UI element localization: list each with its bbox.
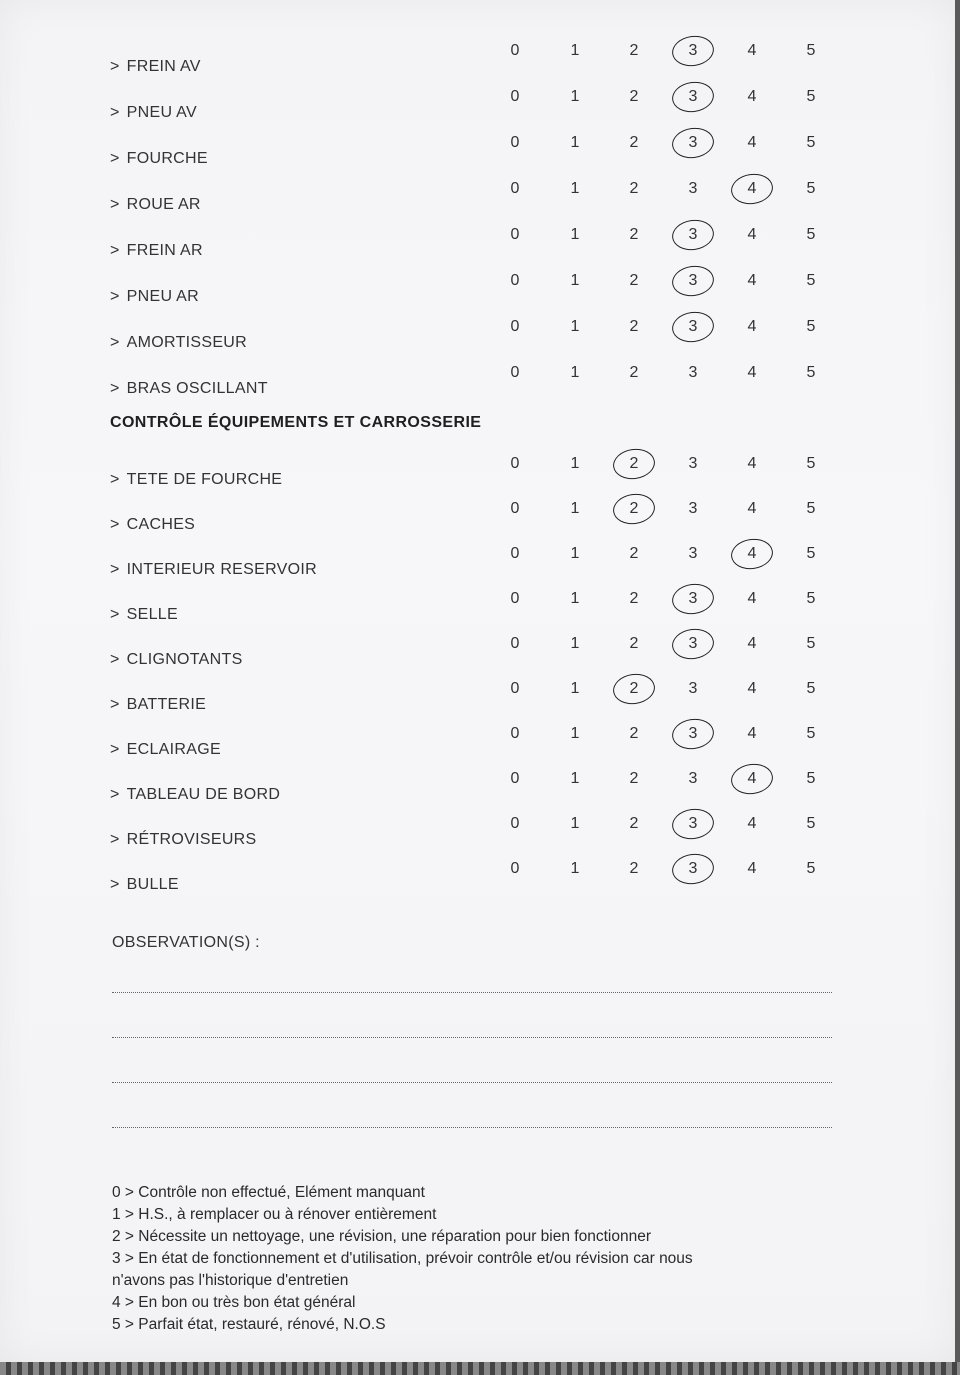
checklist-row [0, 723, 955, 763]
score-option-selected[interactable]: 3 [678, 226, 708, 244]
score-option[interactable]: 5 [806, 272, 816, 289]
score-option[interactable]: 2 [629, 770, 639, 787]
checklist-row [0, 588, 955, 628]
item-label: > CACHES [110, 516, 196, 533]
score-option[interactable]: 5 [806, 226, 816, 243]
score-option-selected[interactable]: 2 [619, 455, 649, 473]
score-option[interactable]: 1 [570, 134, 580, 151]
item-label: > PNEU AR [110, 288, 199, 305]
score-option[interactable]: 4 [747, 318, 757, 335]
score-option[interactable]: 2 [629, 180, 639, 197]
item-label: > PNEU AV [110, 104, 197, 121]
item-label: > BATTERIE [110, 696, 207, 713]
score-option[interactable]: 1 [570, 500, 580, 517]
checklist-row [0, 86, 955, 126]
score-option[interactable]: 5 [806, 860, 816, 877]
score-option[interactable]: 4 [747, 226, 757, 243]
score-option[interactable]: 5 [806, 318, 816, 335]
checklist-row [0, 543, 955, 583]
score-option[interactable]: 1 [570, 88, 580, 105]
score-option[interactable]: 1 [570, 860, 580, 877]
score-option-selected[interactable]: 3 [678, 815, 708, 833]
score-option-selected[interactable]: 3 [678, 318, 708, 336]
score-option[interactable]: 1 [570, 770, 580, 787]
score-option[interactable]: 0 [510, 134, 520, 151]
score-option[interactable]: 1 [570, 272, 580, 289]
score-option[interactable]: 5 [806, 180, 816, 197]
score-option[interactable]: 4 [747, 635, 757, 652]
checklist-row [0, 316, 955, 356]
checklist-row [0, 813, 955, 853]
checklist-row [0, 40, 955, 80]
score-option[interactable]: 4 [747, 815, 757, 832]
score-option-selected[interactable]: 3 [678, 860, 708, 878]
legend-line: n'avons pas l'historique d'entretien [112, 1272, 349, 1289]
legend-line: 3 > En état de fonctionnement et d'utilisation, prévoir contrôle et/ou révision car nous [112, 1250, 693, 1267]
score-option-selected[interactable]: 3 [678, 725, 708, 743]
score-option-selected[interactable]: 4 [737, 180, 767, 198]
score-option-selected[interactable]: 2 [619, 500, 649, 518]
score-option[interactable]: 4 [747, 680, 757, 697]
score-option[interactable]: 5 [806, 88, 816, 105]
score-option[interactable]: 1 [570, 455, 580, 472]
score-option[interactable]: 2 [629, 88, 639, 105]
item-label: > BULLE [110, 876, 179, 893]
score-option[interactable]: 2 [629, 226, 639, 243]
score-option[interactable]: 1 [570, 180, 580, 197]
score-option[interactable]: 0 [510, 635, 520, 652]
item-label: > TABLEAU DE BORD [110, 786, 281, 803]
score-option[interactable]: 4 [747, 860, 757, 877]
score-option-selected[interactable]: 3 [678, 88, 708, 106]
score-option[interactable]: 4 [747, 725, 757, 742]
score-option[interactable]: 5 [806, 770, 816, 787]
score-option[interactable]: 2 [629, 134, 639, 151]
score-option[interactable]: 5 [806, 42, 816, 59]
observation-line[interactable] [112, 1037, 832, 1038]
checklist-row [0, 178, 955, 218]
score-option[interactable]: 2 [629, 635, 639, 652]
checklist-row [0, 224, 955, 264]
score-option[interactable]: 5 [806, 725, 816, 742]
score-option[interactable]: 3 [688, 180, 698, 197]
score-option[interactable]: 0 [510, 455, 520, 472]
score-option[interactable]: 4 [747, 272, 757, 289]
score-option[interactable]: 0 [510, 770, 520, 787]
score-option[interactable]: 1 [570, 42, 580, 59]
score-option[interactable]: 3 [688, 770, 698, 787]
score-option[interactable]: 2 [629, 364, 639, 381]
score-option[interactable]: 0 [510, 42, 520, 59]
observation-line[interactable] [112, 1082, 832, 1083]
checklist-row [0, 858, 955, 898]
score-option[interactable]: 2 [629, 318, 639, 335]
score-option[interactable]: 3 [688, 500, 698, 517]
score-option[interactable]: 1 [570, 680, 580, 697]
score-option[interactable]: 3 [688, 455, 698, 472]
score-option[interactable]: 5 [806, 545, 816, 562]
score-option[interactable]: 0 [510, 88, 520, 105]
item-label: > INTERIEUR RESERVOIR [110, 561, 317, 578]
score-option[interactable]: 1 [570, 815, 580, 832]
score-option[interactable]: 0 [510, 860, 520, 877]
score-option[interactable]: 1 [570, 364, 580, 381]
score-option[interactable]: 0 [510, 272, 520, 289]
score-option-selected[interactable]: 3 [678, 635, 708, 653]
item-label: > ECLAIRAGE [110, 741, 221, 758]
score-option[interactable]: 5 [806, 815, 816, 832]
item-label: > BRAS OSCILLANT [110, 380, 268, 397]
score-option[interactable]: 2 [629, 272, 639, 289]
item-label: > AMORTISSEUR [110, 334, 248, 351]
checklist-row [0, 362, 955, 402]
checklist-row [0, 678, 955, 718]
checklist-row [0, 633, 955, 673]
item-label: > FREIN AV [110, 58, 201, 75]
legend-line: 2 > Nécessite un nettoyage, une révision, une réparation pour bien fonctionner [112, 1228, 651, 1245]
score-option-selected[interactable]: 3 [678, 590, 708, 608]
score-option[interactable]: 4 [747, 500, 757, 517]
score-option[interactable]: 3 [688, 680, 698, 697]
score-option[interactable]: 5 [806, 134, 816, 151]
item-label: > CLIGNOTANTS [110, 651, 243, 668]
score-option[interactable]: 2 [629, 590, 639, 607]
score-option[interactable]: 0 [510, 318, 520, 335]
score-option[interactable]: 3 [688, 364, 698, 381]
score-option[interactable]: 0 [510, 500, 520, 517]
score-option[interactable]: 1 [570, 590, 580, 607]
score-option[interactable]: 3 [688, 545, 698, 562]
item-label: > FOURCHE [110, 150, 208, 167]
score-option[interactable]: 2 [629, 860, 639, 877]
score-option-selected[interactable]: 3 [678, 134, 708, 152]
score-option-selected[interactable]: 3 [678, 272, 708, 290]
score-option[interactable]: 4 [747, 455, 757, 472]
item-label: > TETE DE FOURCHE [110, 471, 283, 488]
score-option-selected[interactable]: 4 [737, 770, 767, 788]
legend-line: 1 > H.S., à remplacer ou à rénover entièrement [112, 1206, 437, 1223]
section-title: CONTRÔLE ÉQUIPEMENTS ET CARROSSERIE [110, 414, 482, 431]
score-option-selected[interactable]: 2 [619, 680, 649, 698]
legend-line: 4 > En bon ou très bon état général [112, 1294, 356, 1311]
score-option[interactable]: 0 [510, 364, 520, 381]
score-option-selected[interactable]: 4 [737, 545, 767, 563]
checklist-row [0, 768, 955, 808]
checklist-row [0, 498, 955, 538]
score-option[interactable]: 0 [510, 680, 520, 697]
score-option[interactable]: 5 [806, 500, 816, 517]
score-option[interactable]: 0 [510, 590, 520, 607]
score-option[interactable]: 1 [570, 226, 580, 243]
score-option[interactable]: 2 [629, 42, 639, 59]
score-option[interactable]: 0 [510, 180, 520, 197]
score-option[interactable]: 4 [747, 590, 757, 607]
item-label: > SELLE [110, 606, 178, 623]
score-option[interactable]: 4 [747, 88, 757, 105]
score-option[interactable]: 0 [510, 545, 520, 562]
legend-line: 5 > Parfait état, restauré, rénové, N.O.S [112, 1316, 386, 1333]
observations-label: OBSERVATION(S) : [112, 934, 260, 951]
score-option[interactable]: 1 [570, 635, 580, 652]
checklist-row [0, 453, 955, 493]
item-label: > ROUE AR [110, 196, 201, 213]
item-label: > RÉTROVISEURS [110, 831, 257, 848]
score-option[interactable]: 2 [629, 545, 639, 562]
observation-line[interactable] [112, 992, 832, 993]
score-option[interactable]: 1 [570, 545, 580, 562]
binder-edge [0, 1362, 960, 1375]
score-option[interactable]: 1 [570, 725, 580, 742]
checklist-row [0, 132, 955, 172]
item-label: > FREIN AR [110, 242, 203, 259]
score-option[interactable]: 4 [747, 364, 757, 381]
score-option[interactable]: 2 [629, 815, 639, 832]
checklist-row [0, 270, 955, 310]
score-option[interactable]: 4 [747, 134, 757, 151]
rating-legend [112, 1182, 832, 1336]
score-option[interactable]: 5 [806, 590, 816, 607]
legend-line: 0 > Contrôle non effectué, Elément manquant [112, 1184, 425, 1201]
score-option[interactable]: 0 [510, 725, 520, 742]
score-option[interactable]: 4 [747, 42, 757, 59]
score-option[interactable]: 5 [806, 455, 816, 472]
score-option-selected[interactable]: 3 [678, 42, 708, 60]
score-option[interactable]: 5 [806, 635, 816, 652]
score-option[interactable]: 0 [510, 815, 520, 832]
score-option[interactable]: 1 [570, 318, 580, 335]
score-option[interactable]: 5 [806, 680, 816, 697]
score-option[interactable]: 5 [806, 364, 816, 381]
score-option[interactable]: 0 [510, 226, 520, 243]
score-option[interactable]: 2 [629, 725, 639, 742]
observation-line[interactable] [112, 1127, 832, 1128]
